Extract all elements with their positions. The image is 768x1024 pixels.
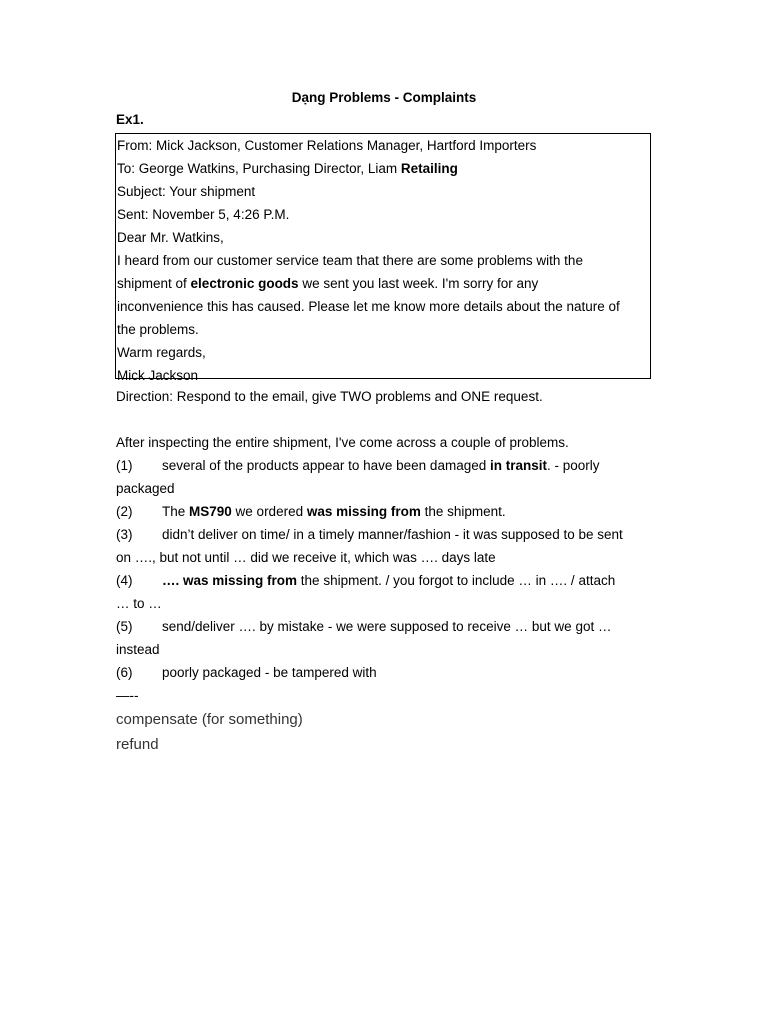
email-to: [117, 157, 650, 180]
problem-number: (1): [116, 458, 133, 473]
problem-bold-text: in transit: [489, 458, 547, 473]
email-body-line-2-prefix: shipment of: [117, 276, 191, 291]
problem-bold-text: was missing from: [306, 504, 421, 519]
email-from: From: Mick Jackson, Customer Relations Manager, Hartford Importers: [117, 138, 537, 153]
exercise-label: Ex1.: [116, 112, 144, 127]
problem-continuation: instead: [116, 642, 160, 657]
problem-number: (3): [116, 527, 133, 542]
problem-text: send/deliver …. by mistake - we were supposed to receive … but we got …: [162, 619, 612, 634]
problem-text: the shipment. / you forgot to include … in …. / attach: [297, 573, 616, 588]
email-body-line-1: I heard from our customer service team that there are some problems with the: [117, 253, 583, 268]
problem-item-5: [116, 615, 656, 661]
problem-text: we ordered: [231, 504, 307, 519]
email-to-text: To: George Watkins, Purchasing Director, Liam: [117, 161, 401, 176]
problem-continuation: packaged: [116, 481, 175, 496]
intro-text: After inspecting the entire shipment, I've come across a couple of problems.: [116, 435, 569, 450]
email-sent: Sent: November 5, 4:26 P.M.: [117, 207, 290, 222]
problem-bold-text: …. was missing from: [162, 573, 298, 588]
problem-item-2: [116, 500, 656, 523]
email-box: [115, 133, 651, 383]
problem-number: (6): [116, 665, 133, 680]
problem-text: . - poorly: [547, 458, 600, 473]
vocab-refund: refund: [116, 736, 159, 753]
problem-list: [116, 454, 656, 684]
email-body-line-3: inconvenience this has caused. Please let me know more details about the nature of: [117, 299, 620, 314]
problem-item-3: [116, 523, 656, 569]
email-to-bold: Retailing: [400, 161, 458, 176]
problem-number: (4): [116, 573, 133, 588]
email-subject: Subject: Your shipment: [117, 184, 256, 199]
vocab-compensate: compensate (for something): [116, 711, 303, 728]
problem-item-6: [116, 661, 656, 684]
email-body-line-2-bold: electronic goods: [190, 276, 299, 291]
direction-text: Direction: Respond to the email, give TWO problems and ONE request.: [116, 389, 543, 404]
problem-text: The: [162, 504, 190, 519]
email-body-line-2: [117, 272, 650, 295]
problem-bold-text: MS790: [189, 504, 232, 519]
problem-continuation: … to …: [116, 596, 162, 611]
email-body-line-2-suffix: we sent you last week. I'm sorry for any: [298, 276, 539, 291]
problem-number: (5): [116, 619, 133, 634]
email-body-line-4: the problems.: [117, 322, 199, 337]
problem-text: several of the products appear to have been damaged: [162, 458, 490, 473]
problem-item-1: [116, 454, 656, 500]
problem-text: the shipment.: [420, 504, 506, 519]
email-closing: Warm regards,: [117, 345, 206, 360]
problem-continuation: on …., but not until … did we receive it, which was …. days late: [116, 550, 496, 565]
problem-text: poorly packaged - be tampered with: [162, 665, 377, 680]
problem-number: (2): [116, 504, 133, 519]
problem-item-4: [116, 569, 656, 615]
separator-dash: —--: [116, 688, 139, 703]
problem-text: didn’t deliver on time/ in a timely manner/fashion - it was supposed to be sent: [162, 527, 623, 542]
page-title: Dạng Problems - Complaints: [291, 90, 477, 105]
email-greeting: Dear Mr. Watkins,: [117, 230, 224, 245]
email-signature: Mick Jackson: [117, 368, 199, 383]
